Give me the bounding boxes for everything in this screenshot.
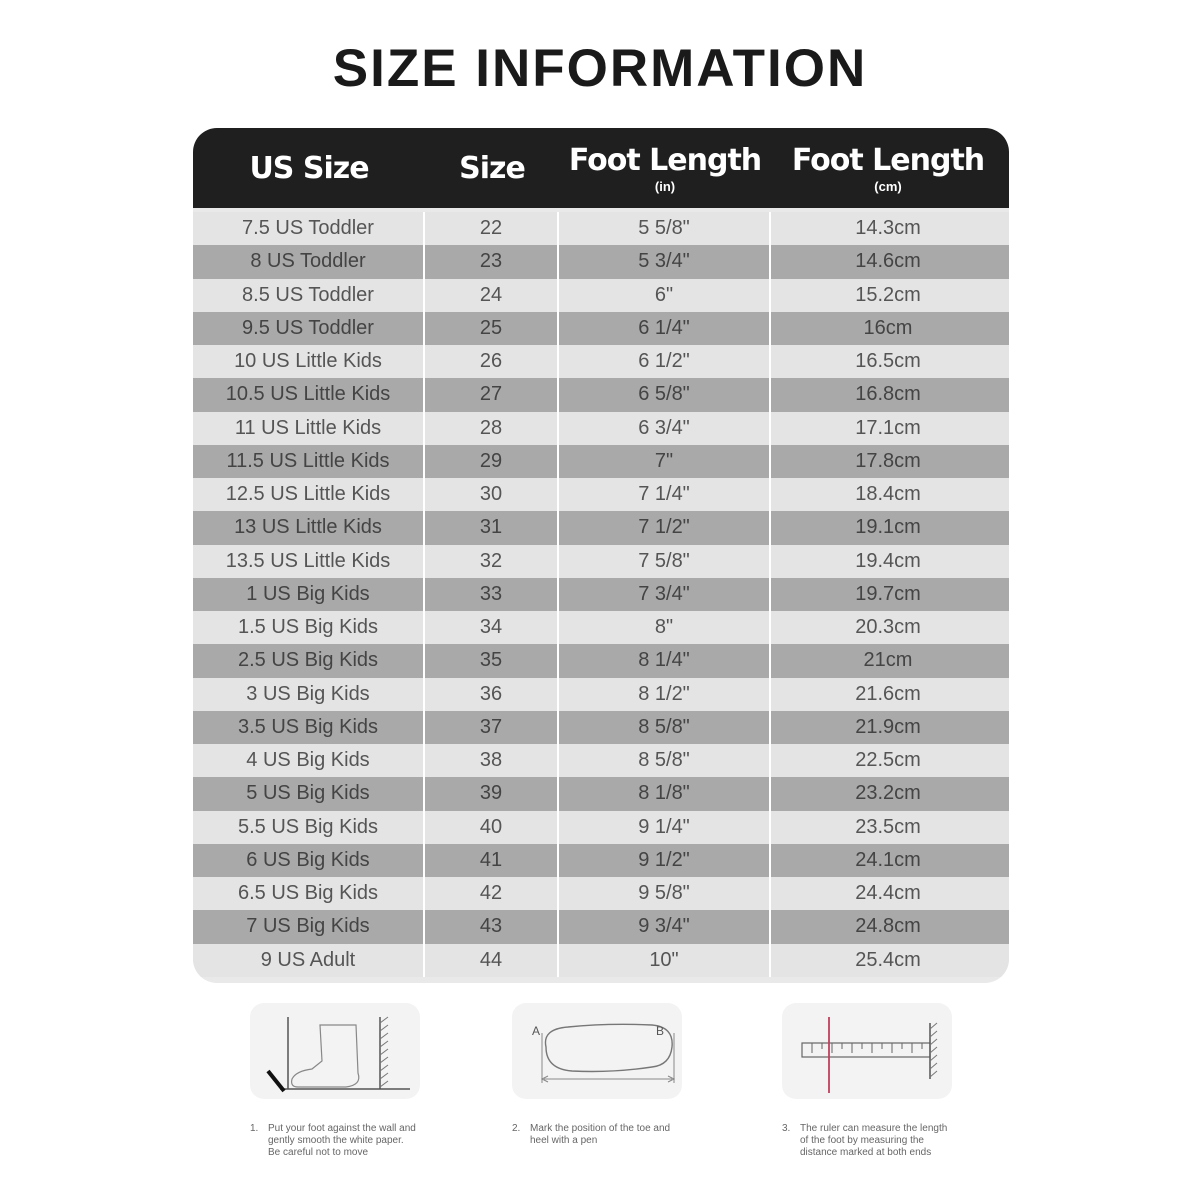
foot-length-cm-cell: 22.5cm <box>855 749 921 771</box>
foot-length-cm-cell: 16.5cm <box>855 350 921 372</box>
point-a-label: A <box>532 1024 541 1038</box>
size-cell: 33 <box>425 578 559 611</box>
table-header <box>193 128 1009 208</box>
foot-length-cm-cell: 17.1cm <box>855 416 921 439</box>
foot-length-cm-cell: 24.8cm <box>855 915 921 938</box>
step-caption <box>782 1123 982 1159</box>
header-us-size <box>193 128 425 208</box>
foot-length-cm-cell: 18.4cm <box>855 483 921 505</box>
foot-length-cm-cell: 21.9cm <box>855 715 921 738</box>
size-cell: 26 <box>425 345 559 378</box>
us-size-cell: 6 US Big Kids <box>193 844 425 877</box>
foot-length-cm-cell: 19.1cm <box>855 516 921 539</box>
foot-length-in-cell: 8 1/8" <box>559 777 771 810</box>
foot-length-in-cell: 8 5/8" <box>559 744 771 777</box>
measurement-steps <box>0 1003 1200 1193</box>
size-cell: 24 <box>425 279 559 312</box>
size-cell: 36 <box>425 678 559 711</box>
size-cell: 35 <box>425 644 559 677</box>
foot-length-in-cell: 5 3/4" <box>559 245 771 278</box>
table-row <box>193 245 1009 278</box>
us-size-cell: 7 US Big Kids <box>193 910 425 943</box>
footprint-icon <box>512 1003 682 1099</box>
us-size-cell: 11.5 US Little Kids <box>193 445 425 478</box>
foot-length-in-cell: 9 1/4" <box>559 811 771 844</box>
us-size-cell: 13 US Little Kids <box>193 511 425 544</box>
size-cell: 37 <box>425 711 559 744</box>
table-row <box>193 212 1009 245</box>
page-title: SIZE INFORMATION <box>332 39 868 98</box>
foot-length-in-cell: 8 1/2" <box>559 678 771 711</box>
table-row <box>193 910 1009 943</box>
size-cell: 29 <box>425 445 559 478</box>
foot-length-cm-cell: 19.4cm <box>855 549 921 572</box>
foot-length-in-cell: 9 1/2" <box>559 844 771 877</box>
foot-length-cm-cell: 23.5cm <box>855 815 921 838</box>
table-row <box>193 445 1009 478</box>
us-size-cell: 8.5 US Toddler <box>193 279 425 312</box>
foot-length-cm-cell: 21.6cm <box>855 682 921 705</box>
table-row <box>193 345 1009 378</box>
us-size-cell: 1 US Big Kids <box>193 578 425 611</box>
size-cell: 25 <box>425 312 559 345</box>
size-cell: 27 <box>425 378 559 411</box>
us-size-cell: 4 US Big Kids <box>193 744 425 777</box>
us-size-cell: 7.5 US Toddler <box>193 212 425 245</box>
foot-length-in-cell: 8" <box>559 611 771 644</box>
step-number: 3. <box>782 1123 791 1134</box>
size-cell: 42 <box>425 877 559 910</box>
table-row <box>193 744 1009 777</box>
table-row <box>193 545 1009 578</box>
foot-length-cm-cell: 15.2cm <box>855 283 921 306</box>
us-size-cell: 12.5 US Little Kids <box>193 478 425 511</box>
step-caption <box>250 1123 450 1159</box>
foot-length-in-cell: 9 3/4" <box>559 910 771 943</box>
header-label: Size <box>459 150 525 186</box>
size-cell: 44 <box>425 944 559 977</box>
foot-against-wall-illustration <box>250 1003 420 1099</box>
size-cell: 38 <box>425 744 559 777</box>
foot-length-in-cell: 8 5/8" <box>559 711 771 744</box>
header-size <box>425 128 559 208</box>
step-text: The ruler can measure the length of the foot by measuring the distance marked at both ends <box>800 1123 948 1158</box>
us-size-cell: 6.5 US Big Kids <box>193 877 425 910</box>
step-text: Mark the position of the toe and heel with a pen <box>530 1123 671 1146</box>
us-size-cell: 9 US Adult <box>193 944 425 977</box>
table-row <box>193 811 1009 844</box>
step-2 <box>512 1003 712 1147</box>
table-body <box>193 208 1009 983</box>
header-label: US Size <box>249 150 369 186</box>
table-row <box>193 378 1009 411</box>
foot-length-in-cell: 7 1/4" <box>559 478 771 511</box>
foot-length-cm-cell: 16cm <box>863 316 913 339</box>
size-cell: 23 <box>425 245 559 278</box>
us-size-cell: 13.5 US Little Kids <box>193 545 425 578</box>
table-row <box>193 877 1009 910</box>
table-row <box>193 678 1009 711</box>
foot-length-in-cell: 6" <box>559 279 771 312</box>
header-label: Foot Length <box>568 142 762 178</box>
foot-length-cm-cell: 17.8cm <box>855 449 921 472</box>
foot-length-in-cell: 5 5/8" <box>559 212 771 245</box>
foot-length-in-cell: 6 3/4" <box>559 412 771 445</box>
size-cell: 40 <box>425 811 559 844</box>
us-size-cell: 5.5 US Big Kids <box>193 811 425 844</box>
foot-length-in-cell: 6 1/2" <box>559 345 771 378</box>
step-caption <box>512 1123 712 1147</box>
foot-length-cm-cell: 14.6cm <box>855 250 921 273</box>
table-row <box>193 611 1009 644</box>
table-row <box>193 279 1009 312</box>
size-table <box>193 128 1009 983</box>
us-size-cell: 11 US Little Kids <box>193 412 425 445</box>
table-row <box>193 711 1009 744</box>
step-text: Put your foot against the wall and gently smooth the white paper. Be careful not to move <box>268 1123 416 1158</box>
us-size-cell: 1.5 US Big Kids <box>193 611 425 644</box>
foot-length-cm-cell: 24.1cm <box>855 848 921 871</box>
foot-side-icon <box>250 1003 420 1099</box>
us-size-cell: 5 US Big Kids <box>193 777 425 810</box>
foot-length-cm-cell: 19.7cm <box>855 582 921 605</box>
size-cell: 22 <box>425 212 559 245</box>
us-size-cell: 8 US Toddler <box>193 245 425 278</box>
size-cell: 31 <box>425 511 559 544</box>
foot-length-in-cell: 9 5/8" <box>559 877 771 910</box>
table-row <box>193 644 1009 677</box>
us-size-cell: 2.5 US Big Kids <box>193 644 425 677</box>
step-number: 1. <box>250 1123 259 1134</box>
header-unit: (in) <box>654 178 676 194</box>
step-number: 2. <box>512 1123 521 1134</box>
foot-length-in-cell: 7 3/4" <box>559 578 771 611</box>
size-cell: 28 <box>425 412 559 445</box>
us-size-cell: 10.5 US Little Kids <box>193 378 425 411</box>
foot-length-in-cell: 7" <box>559 445 771 478</box>
foot-length-in-cell: 6 1/4" <box>559 312 771 345</box>
table-row <box>193 511 1009 544</box>
table-row <box>193 844 1009 877</box>
us-size-cell: 10 US Little Kids <box>193 345 425 378</box>
foot-length-in-cell: 7 5/8" <box>559 545 771 578</box>
size-cell: 39 <box>425 777 559 810</box>
point-b-label: B <box>656 1024 665 1038</box>
us-size-cell: 9.5 US Toddler <box>193 312 425 345</box>
foot-length-cm-cell: 20.3cm <box>855 616 921 638</box>
table-row <box>193 412 1009 445</box>
foot-length-cm-cell: 16.8cm <box>855 383 921 406</box>
foot-length-cm-cell: 25.4cm <box>855 948 921 971</box>
header-foot-length-in <box>559 128 771 208</box>
foot-length-in-cell: 10" <box>559 944 771 977</box>
foot-length-in-cell: 8 1/4" <box>559 644 771 677</box>
foot-outline-illustration <box>512 1003 682 1099</box>
foot-length-cm-cell: 24.4cm <box>855 882 921 904</box>
table-row <box>193 312 1009 345</box>
foot-length-cm-cell: 23.2cm <box>855 782 921 805</box>
size-cell: 34 <box>425 611 559 644</box>
us-size-cell: 3.5 US Big Kids <box>193 711 425 744</box>
foot-length-cm-cell: 14.3cm <box>855 217 921 239</box>
header-label: Foot Length <box>791 142 985 178</box>
table-row <box>193 478 1009 511</box>
size-cell: 43 <box>425 910 559 943</box>
table-row <box>193 777 1009 810</box>
step-1 <box>250 1003 450 1159</box>
foot-length-cm-cell: 21cm <box>863 649 913 672</box>
header-foot-length-cm <box>771 128 1005 208</box>
size-cell: 30 <box>425 478 559 511</box>
foot-length-in-cell: 6 5/8" <box>559 378 771 411</box>
step-3 <box>782 1003 982 1159</box>
table-row <box>193 944 1009 977</box>
ruler-icon <box>782 1003 952 1099</box>
header-unit: (cm) <box>874 178 902 194</box>
ruler-illustration <box>782 1003 952 1099</box>
foot-length-in-cell: 7 1/2" <box>559 511 771 544</box>
size-cell: 32 <box>425 545 559 578</box>
size-cell: 41 <box>425 844 559 877</box>
table-row <box>193 578 1009 611</box>
us-size-cell: 3 US Big Kids <box>193 678 425 711</box>
